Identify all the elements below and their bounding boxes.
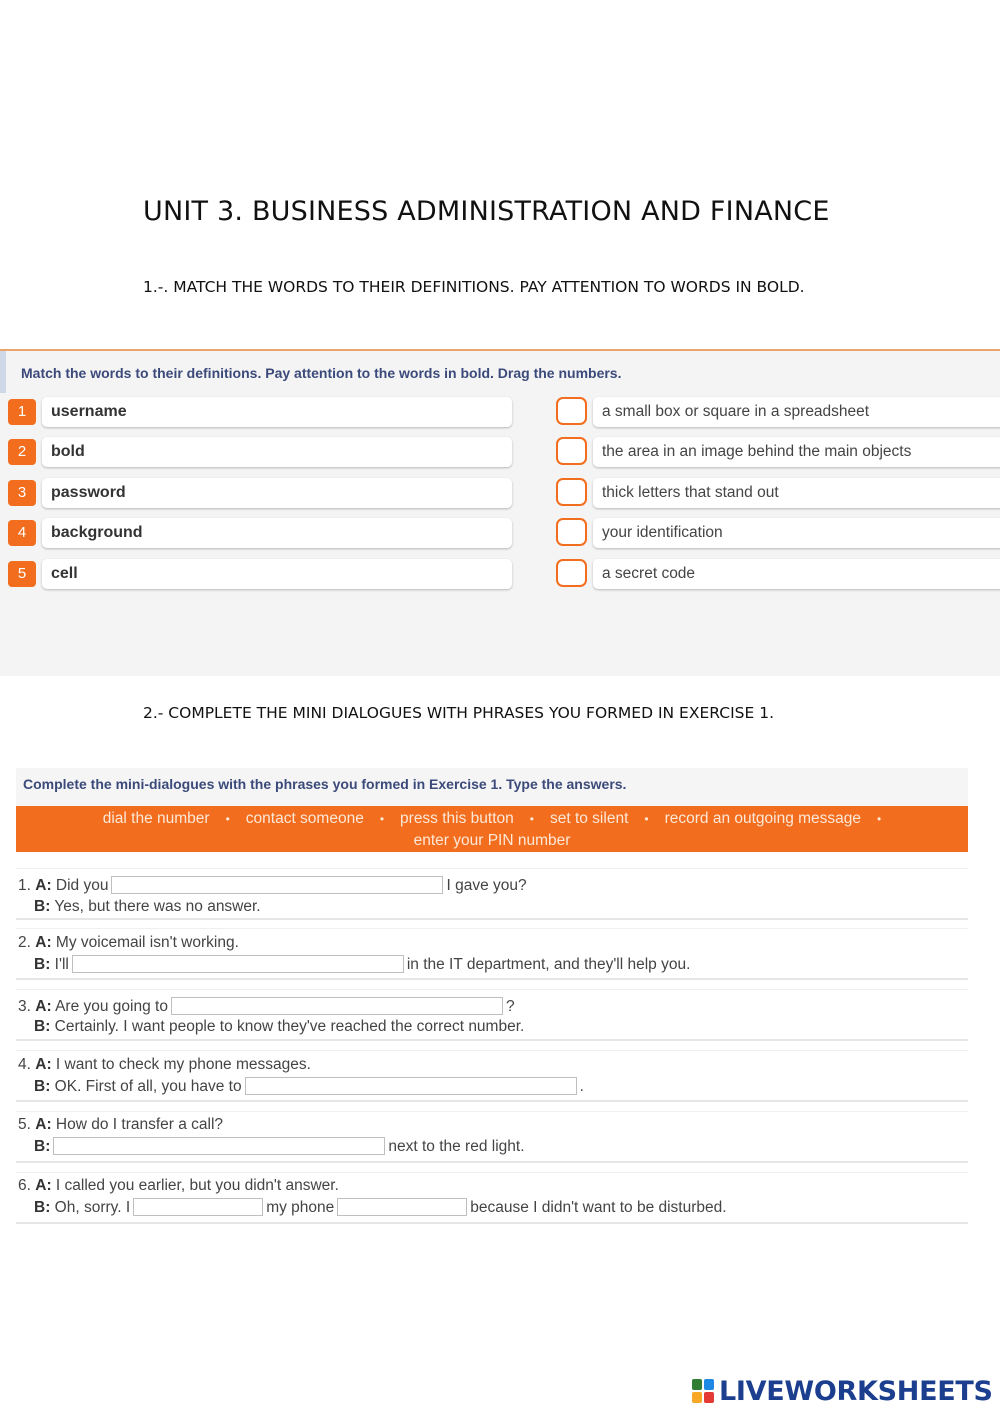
dialogue-line-a: [18, 1054, 311, 1076]
exercise-2-heading: 2.- COMPLETE THE MINI DIALOGUES WITH PHRASES YOU FORMED IN EXERCISE 1.: [143, 704, 774, 722]
panel-edge: [0, 351, 6, 393]
definition-card: a secret code: [593, 559, 1000, 589]
line-text: I'll: [54, 956, 69, 973]
liveworksheets-logo: [692, 1376, 993, 1406]
speaker-label: A:: [35, 934, 52, 951]
dialogue-question: [16, 928, 968, 980]
dialogue-question: [16, 1172, 968, 1224]
dialogue-exercise: [16, 768, 968, 1228]
question-number: 5.: [18, 1116, 31, 1133]
dialogue-line-b: [34, 1197, 727, 1219]
dialogue-line-b: [34, 1136, 525, 1158]
dialogue-instructions: Complete the mini-dialogues with the phrases you formed in Exercise 1. Type the answers.: [23, 776, 627, 792]
dialogue-line-a: [18, 932, 239, 954]
line-text: How do I transfer a call?: [55, 1116, 224, 1133]
answer-input[interactable]: [245, 1077, 577, 1095]
dialogue-question: [16, 989, 968, 1041]
speaker-label: A:: [35, 1056, 52, 1073]
dialogue-line-a: [18, 996, 515, 1018]
dialogue-line-b: [34, 1016, 524, 1038]
definition-card: your identification: [593, 518, 1000, 548]
line-text: OK. First of all, you have to: [54, 1078, 242, 1095]
drop-target[interactable]: [556, 437, 587, 465]
speaker-label: A:: [35, 1116, 52, 1133]
line-text: ?: [505, 998, 515, 1015]
line-text: in the IT department, and they'll help you.: [406, 956, 691, 973]
speaker-label: B:: [34, 1138, 51, 1155]
line-text: because I didn't want to be disturbed.: [470, 1199, 727, 1216]
line-text: I gave you?: [446, 877, 527, 894]
drop-target[interactable]: [556, 397, 587, 425]
line-text: Oh, sorry. I: [54, 1199, 131, 1216]
definition-card: a small box or square in a spreadsheet: [593, 397, 1000, 427]
speaker-label: B:: [34, 1018, 51, 1035]
bullet-separator: •: [225, 812, 230, 826]
line-text: Are you going to: [55, 998, 168, 1015]
answer-input[interactable]: [133, 1198, 263, 1216]
line-text: next to the red light.: [388, 1138, 525, 1155]
word-bank-item: record an outgoing message: [664, 810, 862, 827]
matching-exercise: [0, 349, 1000, 676]
answer-input[interactable]: [53, 1137, 385, 1155]
dialogue-line-a: [18, 1175, 339, 1197]
instruction-bar: [16, 768, 968, 806]
question-number: 6.: [18, 1177, 31, 1194]
draggable-number[interactable]: 2: [8, 439, 36, 465]
speaker-label: A:: [35, 1177, 52, 1194]
word-bank-item: contact someone: [245, 810, 364, 827]
bullet-separator: •: [877, 812, 882, 826]
line-text: my phone: [266, 1199, 335, 1216]
matching-instructions: Match the words to their definitions. Pay attention to the words in bold. Drag the numbers.: [21, 365, 622, 381]
question-number: 1.: [18, 877, 31, 894]
word-card: cell: [42, 559, 512, 589]
dialogue-question: [16, 868, 968, 920]
dialogue-question: [16, 1111, 968, 1163]
word-bank-item: dial the number: [102, 810, 210, 827]
dialogue-line-b: [34, 954, 690, 976]
drop-target[interactable]: [556, 559, 587, 587]
line-text: Yes, but there was no answer.: [54, 898, 261, 915]
answer-input[interactable]: [111, 876, 443, 894]
word-card: bold: [42, 437, 512, 467]
logo-icon: [692, 1378, 716, 1404]
bullet-separator: •: [529, 812, 534, 826]
question-number: 2.: [18, 934, 31, 951]
speaker-label: B:: [34, 1078, 51, 1095]
question-number: 4.: [18, 1056, 31, 1073]
line-text: Certainly. I want people to know they've reached the correct number.: [54, 1018, 525, 1035]
line-text: I want to check my phone messages.: [55, 1056, 311, 1073]
definition-card: thick letters that stand out: [593, 478, 1000, 508]
answer-input[interactable]: [72, 955, 404, 973]
drop-target[interactable]: [556, 478, 587, 506]
word-card: password: [42, 478, 512, 508]
line-text: .: [579, 1078, 584, 1095]
speaker-label: B:: [34, 898, 51, 915]
exercise-1-heading: 1.-. MATCH THE WORDS TO THEIR DEFINITIONS. PAY ATTENTION TO WORDS IN BOLD.: [143, 278, 805, 296]
page-title: UNIT 3. BUSINESS ADMINISTRATION AND FINANCE: [143, 196, 830, 227]
definition-card: the area in an image behind the main objects: [593, 437, 1000, 467]
word-bank-item: set to silent: [549, 810, 629, 827]
draggable-number[interactable]: 1: [8, 399, 36, 425]
dialogue-question: [16, 1050, 968, 1102]
word-bank-item: press this button: [400, 810, 514, 827]
dialogue-line-b: [34, 1076, 584, 1098]
draggable-number[interactable]: 4: [8, 520, 36, 546]
answer-input[interactable]: [337, 1198, 467, 1216]
line-text: My voicemail isn't working.: [55, 934, 239, 951]
speaker-label: B:: [34, 1199, 51, 1216]
answer-input[interactable]: [171, 997, 503, 1015]
speaker-label: A:: [35, 877, 52, 894]
line-text: I called you earlier, but you didn't answer.: [55, 1177, 339, 1194]
draggable-number[interactable]: 3: [8, 480, 36, 506]
logo-text: LIVEWORKSHEETS: [719, 1375, 993, 1407]
question-number: 3.: [18, 998, 31, 1015]
drop-target[interactable]: [556, 518, 587, 546]
bullet-separator: •: [644, 812, 649, 826]
bullet-separator: •: [379, 812, 385, 826]
dialogue-line-b: [34, 896, 261, 918]
draggable-number[interactable]: 5: [8, 561, 36, 587]
speaker-label: B:: [34, 956, 51, 973]
dialogue-line-a: [18, 875, 527, 897]
word-card: username: [42, 397, 512, 427]
word-bank: [16, 806, 968, 852]
word-card: background: [42, 518, 512, 548]
word-bank-item: enter your PIN number: [413, 832, 571, 849]
line-text: Did you: [55, 877, 109, 894]
speaker-label: A:: [35, 998, 52, 1015]
dialogue-line-a: [18, 1114, 223, 1136]
